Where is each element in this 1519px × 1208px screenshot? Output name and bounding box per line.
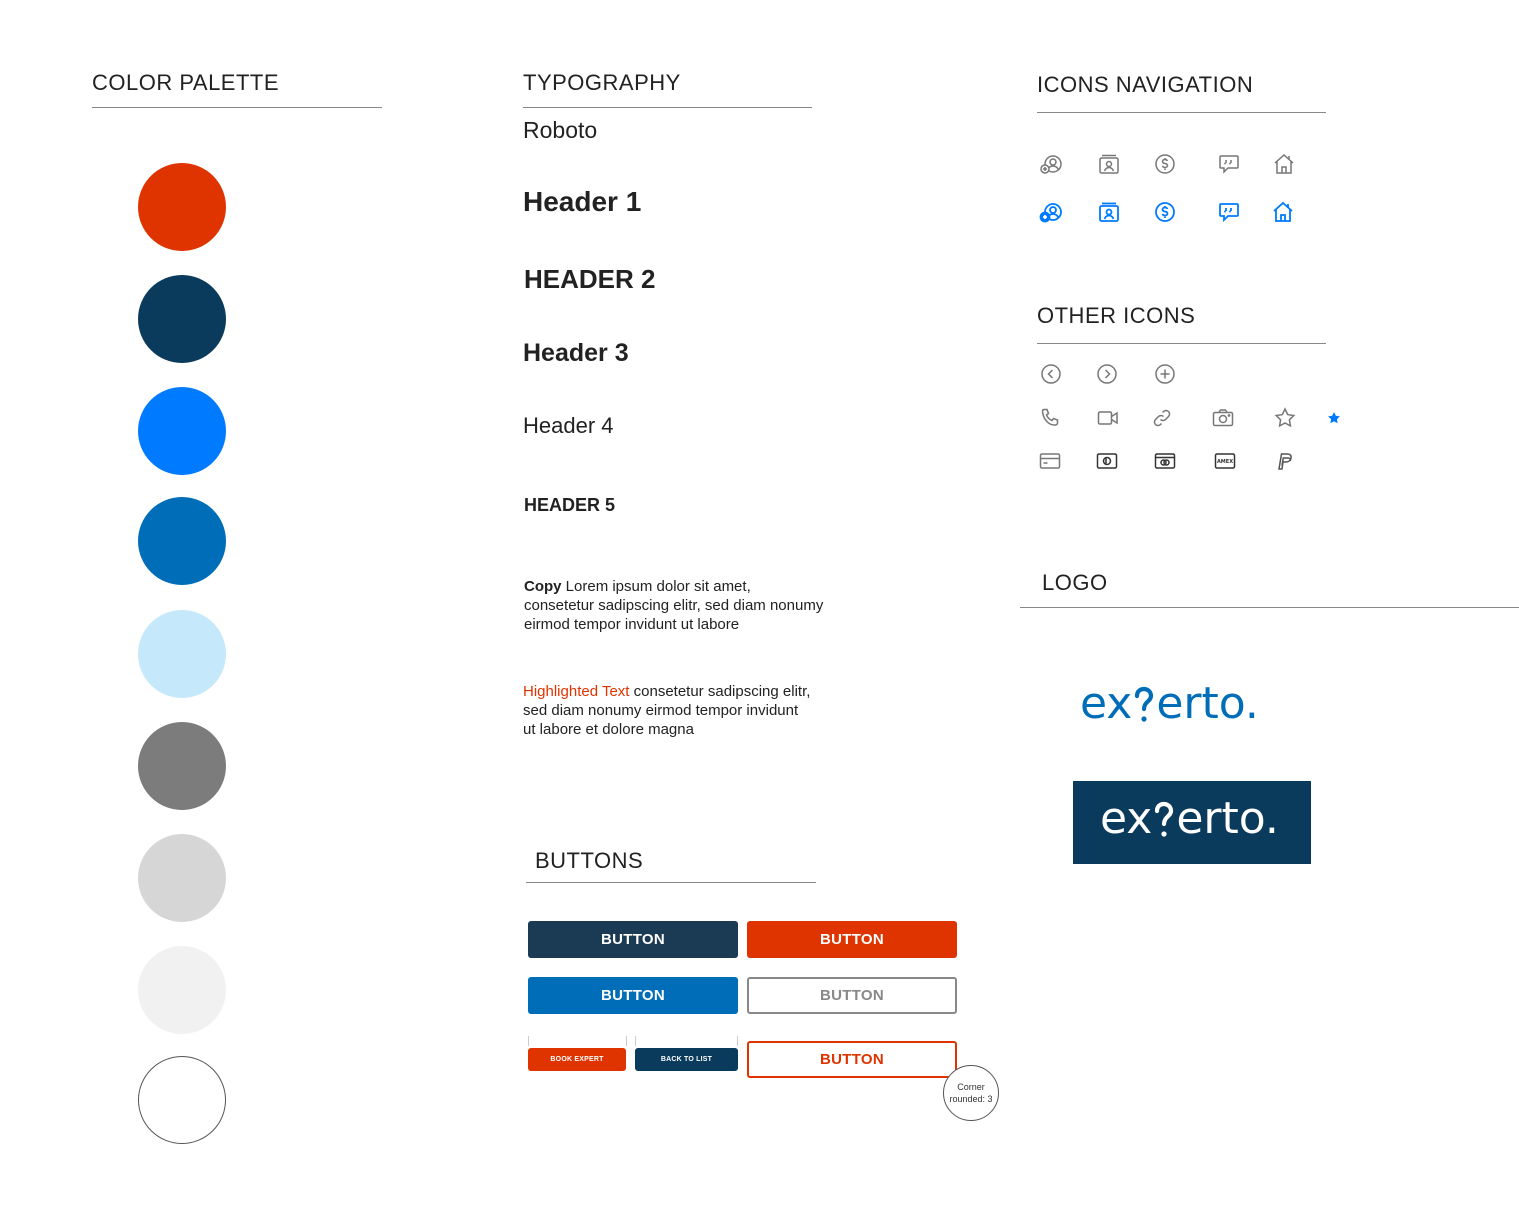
home-icon[interactable] xyxy=(1271,200,1295,224)
swatch-white xyxy=(138,1056,226,1144)
color-palette-title: COLOR PALETTE xyxy=(92,70,280,95)
logo-text-left: ex xyxy=(1100,793,1153,844)
video-icon[interactable] xyxy=(1096,406,1120,430)
blue-button[interactable]: BUTTON xyxy=(528,977,738,1014)
tick-mark xyxy=(626,1036,627,1046)
book-expert-button[interactable]: BOOK EXPERT xyxy=(528,1048,626,1071)
other-icons-title: OTHER ICONS xyxy=(1037,303,1196,328)
tick-mark xyxy=(635,1036,636,1046)
header-4-sample: Header 4 xyxy=(523,413,614,438)
tick-mark xyxy=(528,1036,529,1046)
logo-text-right: erto. xyxy=(1176,793,1279,844)
paypal-icon[interactable] xyxy=(1272,449,1296,473)
add-user-icon[interactable] xyxy=(1039,152,1063,176)
logo-divider xyxy=(1020,607,1519,608)
typography-divider xyxy=(523,107,812,108)
copy-sample xyxy=(524,577,824,634)
logo-dark xyxy=(1100,793,1279,857)
home-icon[interactable] xyxy=(1272,152,1296,176)
header-5-sample: HEADER 5 xyxy=(524,495,616,515)
header-1-sample: Header 1 xyxy=(523,186,642,217)
dollar-icon[interactable] xyxy=(1153,152,1177,176)
swatch-bright-blue xyxy=(138,387,226,475)
star-outline-icon[interactable] xyxy=(1273,406,1297,430)
outline-orange-button[interactable]: BUTTON xyxy=(747,1041,957,1078)
logo-text-left: ex xyxy=(1080,678,1133,729)
mastercard-icon[interactable] xyxy=(1153,449,1177,473)
camera-icon[interactable] xyxy=(1211,406,1235,430)
logo-light xyxy=(1080,678,1259,738)
contact-card-icon[interactable] xyxy=(1097,152,1121,176)
diners-card-icon[interactable] xyxy=(1095,449,1119,473)
plus-circle-icon[interactable] xyxy=(1153,362,1177,386)
amex-icon[interactable] xyxy=(1213,449,1237,473)
tick-mark xyxy=(737,1036,738,1046)
navy-button[interactable]: BUTTON xyxy=(528,921,738,958)
quote-bubble-icon[interactable] xyxy=(1217,200,1241,224)
highlight-label: Highlighted Text xyxy=(523,683,630,700)
star-filled-icon[interactable] xyxy=(1326,410,1342,426)
swatch-navy xyxy=(138,275,226,363)
logo-text-right: erto. xyxy=(1156,678,1259,729)
other-icons-divider xyxy=(1037,343,1326,344)
orange-button[interactable]: BUTTON xyxy=(747,921,957,958)
color-palette-divider xyxy=(92,107,382,108)
corner-radius-note: Corner rounded: 3 xyxy=(943,1065,999,1121)
add-user-icon[interactable] xyxy=(1039,200,1063,224)
icons-navigation-title: ICONS NAVIGATION xyxy=(1037,72,1254,97)
logo-dark-tile xyxy=(1073,781,1311,864)
chevron-right-icon[interactable] xyxy=(1095,362,1119,386)
logo-mark-icon xyxy=(1132,684,1156,742)
credit-card-icon[interactable] xyxy=(1038,449,1062,473)
font-name: Roboto xyxy=(523,117,598,143)
buttons-divider xyxy=(526,882,816,883)
amex-label: AMEX xyxy=(1216,458,1234,465)
swatch-light-gray xyxy=(138,834,226,922)
swatch-orange xyxy=(138,163,226,251)
logo-title: LOGO xyxy=(1042,570,1108,595)
swatch-off-white xyxy=(138,946,226,1034)
back-to-list-button[interactable]: BACK TO LIST xyxy=(635,1048,738,1071)
swatch-mid-blue xyxy=(138,497,226,585)
buttons-title: BUTTONS xyxy=(535,848,644,873)
quote-bubble-icon[interactable] xyxy=(1217,152,1241,176)
copy-label: Copy xyxy=(524,578,562,595)
chevron-left-icon[interactable] xyxy=(1039,362,1063,386)
phone-icon[interactable] xyxy=(1039,406,1063,430)
header-2-sample: HEADER 2 xyxy=(524,264,656,294)
logo-mark-icon xyxy=(1152,799,1176,857)
icons-navigation-divider xyxy=(1037,112,1326,113)
swatch-gray xyxy=(138,722,226,810)
copy-text: Lorem ipsum dolor sit amet, consetetur sadipscing elitr, sed diam nonumy eirmod tempor invidunt ut labore xyxy=(524,578,824,633)
link-icon[interactable] xyxy=(1150,406,1174,430)
highlight-text: consetetur sadipscing elitr, sed diam nonumy eirmod tempor invidunt ut labore et dolore magna xyxy=(523,683,811,738)
contact-card-icon[interactable] xyxy=(1097,200,1121,224)
dollar-icon[interactable] xyxy=(1153,200,1177,224)
highlight-sample xyxy=(523,682,813,739)
header-3-sample: Header 3 xyxy=(523,339,629,367)
outline-gray-button[interactable]: BUTTON xyxy=(747,977,957,1014)
typography-title: TYPOGRAPHY xyxy=(523,70,681,95)
swatch-light-blue xyxy=(138,610,226,698)
